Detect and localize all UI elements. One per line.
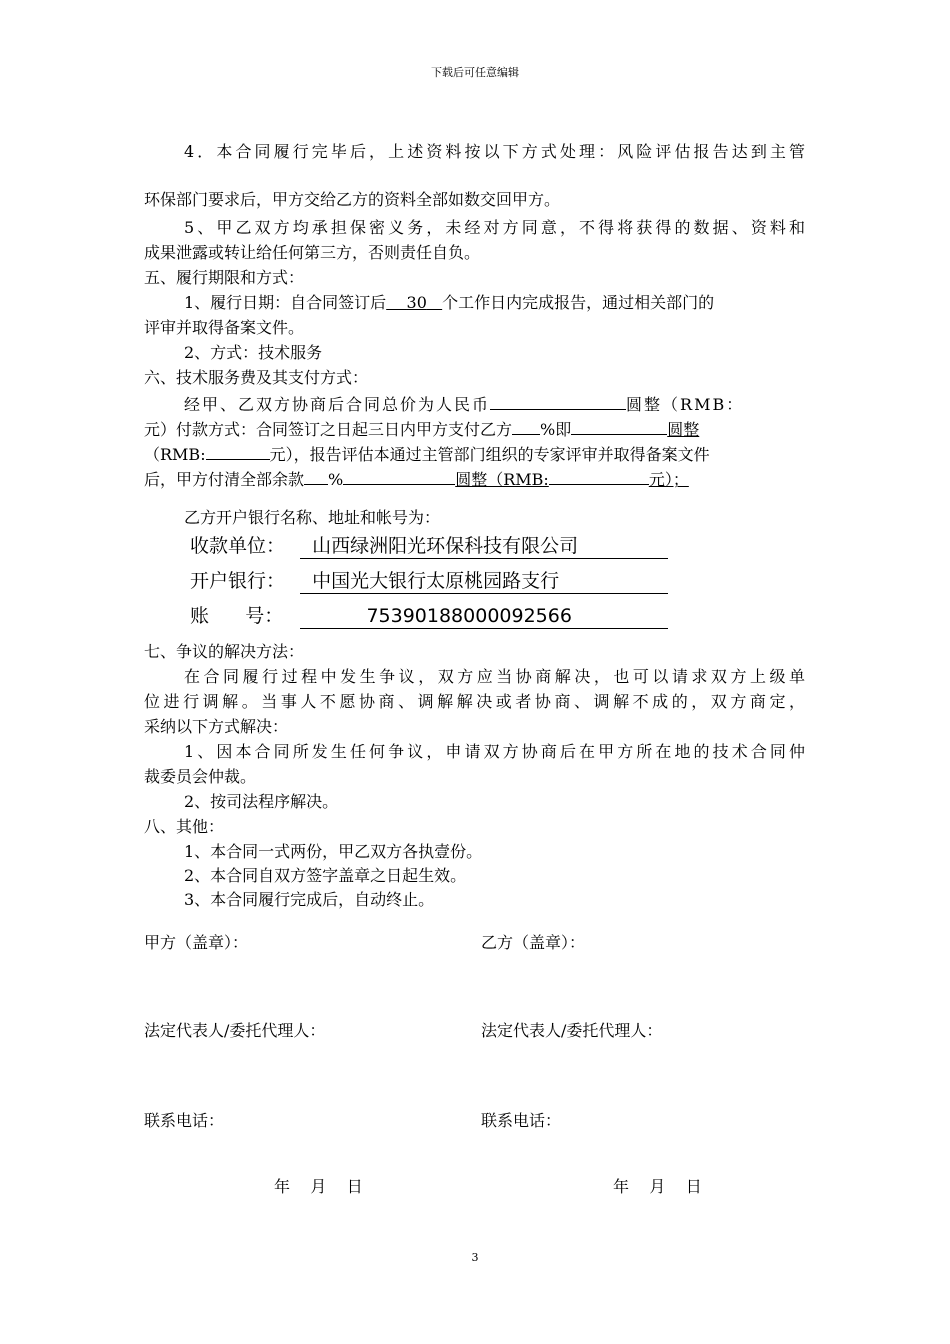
section-5-item-1	[184, 293, 714, 313]
section-5-item-2: 2、方式：技术服务	[184, 343, 323, 362]
section-6-title: 六、技术服务费及其支付方式：	[144, 368, 369, 387]
amount-blank-1[interactable]	[571, 418, 667, 435]
section-5-item-1-line-2: 评审并取得备案文件。	[144, 318, 305, 337]
bank-name: 中国光大银行太原桃园路支行	[312, 570, 560, 592]
page-header: 下载后可任意编辑	[431, 66, 519, 79]
yuan-zheng-1: 圆整	[667, 420, 700, 439]
rmb-label-2: （RMB:	[144, 445, 206, 464]
page-number: 3	[471, 1251, 479, 1264]
dispute-line-3: 采纳以下方式解决：	[144, 717, 289, 736]
payee-label: 收款单位：	[190, 535, 286, 557]
rmb-blank-3[interactable]	[549, 468, 649, 485]
bank-value	[300, 569, 668, 594]
rmb-open-text: 圆整（RMB：	[626, 395, 745, 414]
rmb-label-3: 圆整（RMB:	[455, 470, 549, 489]
payment-terms-text: 元）付款方式：合同签订之日起三日内甲方支付乙方	[144, 420, 513, 439]
percent-sign-2: %	[328, 470, 344, 489]
party-b-seal: 乙方（盖章）：	[481, 933, 586, 952]
party-a-representative: 法定代表人/委托代理人：	[144, 1021, 326, 1040]
party-a-date: 年 月 日	[274, 1177, 363, 1196]
yuan-close-3: 元）；	[648, 470, 689, 489]
fee-line-1	[184, 393, 744, 415]
section-8-title: 八、其他：	[144, 817, 225, 836]
fee-line-2	[144, 418, 699, 440]
party-b-representative: 法定代表人/委托代理人：	[481, 1021, 663, 1040]
rmb-blank-2[interactable]	[206, 443, 270, 460]
clause-5-line-2: 成果泄露或转让给任何第三方，否则责任自负。	[144, 243, 481, 262]
days-value: 30	[406, 293, 427, 312]
section-7-title: 七、争议的解决方法：	[144, 642, 305, 661]
fee-line-4	[144, 468, 689, 490]
dispute-line-1: 在合同履行过程中发生争议，双方应当协商解决，也可以请求双方上级单	[184, 667, 805, 686]
dispute-item-1-line-2: 裁委员会仲裁。	[144, 767, 257, 786]
clause-5-line-1: 5、甲乙双方均承担保密义务，未经对方同意，不得将获得的数据、资料和	[184, 218, 805, 237]
amount-blank-2[interactable]	[343, 468, 455, 485]
dispute-item-2: 2、按司法程序解决。	[184, 792, 339, 811]
bank-intro: 乙方开户银行名称、地址和帐号为：	[184, 508, 441, 527]
section-5-title: 五、履行期限和方式：	[144, 268, 305, 287]
account-number: 75390188000092566	[366, 605, 572, 627]
bank-label: 开户银行：	[190, 570, 286, 592]
other-item-2: 2、本合同自双方签字盖章之日起生效。	[184, 866, 467, 885]
item-1-prefix: 1、履行日期：自合同签订后	[184, 293, 387, 312]
percent-blank-2[interactable]	[304, 468, 328, 485]
days-field	[386, 293, 442, 312]
clause-4-line-1: 4．本合同履行完毕后，上述资料按以下方式处理：风险评估报告达到主管	[184, 142, 805, 161]
percent-sign-1: %即	[540, 420, 572, 439]
account-value	[300, 604, 668, 629]
party-a-seal: 甲方（盖章）：	[144, 933, 249, 952]
total-price-text: 经甲、乙双方协商后合同总价为人民币	[184, 395, 491, 414]
item-1-suffix: 个工作日内完成报告，通过相关部门的	[442, 293, 715, 312]
percent-blank-1[interactable]	[512, 418, 540, 435]
party-b-phone: 联系电话：	[481, 1111, 562, 1130]
payee-name: 山西绿洲阳光环保科技有限公司	[312, 535, 579, 557]
clause-4-line-2: 环保部门要求后，甲方交给乙方的资料全部如数交回甲方。	[144, 190, 561, 209]
dispute-line-2: 位进行调解。当事人不愿协商、调解解决或者协商、调解不成的，双方商定，	[144, 692, 805, 711]
party-a-phone: 联系电话：	[144, 1111, 225, 1130]
dispute-item-1-line-1: 1、因本合同所发生任何争议，申请双方协商后在甲方所在地的技术合同仲	[184, 742, 805, 761]
balance-text: 后，甲方付清全部余款	[144, 470, 305, 489]
fee-line-3	[144, 443, 710, 465]
payee-value	[300, 534, 668, 559]
account-label: 账 号：	[190, 605, 284, 627]
other-item-1: 1、本合同一式两份，甲乙双方各执壹份。	[184, 842, 483, 861]
party-b-date: 年 月 日	[613, 1177, 702, 1196]
total-price-blank[interactable]	[490, 393, 626, 410]
report-review-text: 元），报告评估本通过主管部门组织的专家评审并取得备案文件	[269, 445, 710, 464]
other-item-3: 3、本合同履行完成后，自动终止。	[184, 890, 435, 909]
